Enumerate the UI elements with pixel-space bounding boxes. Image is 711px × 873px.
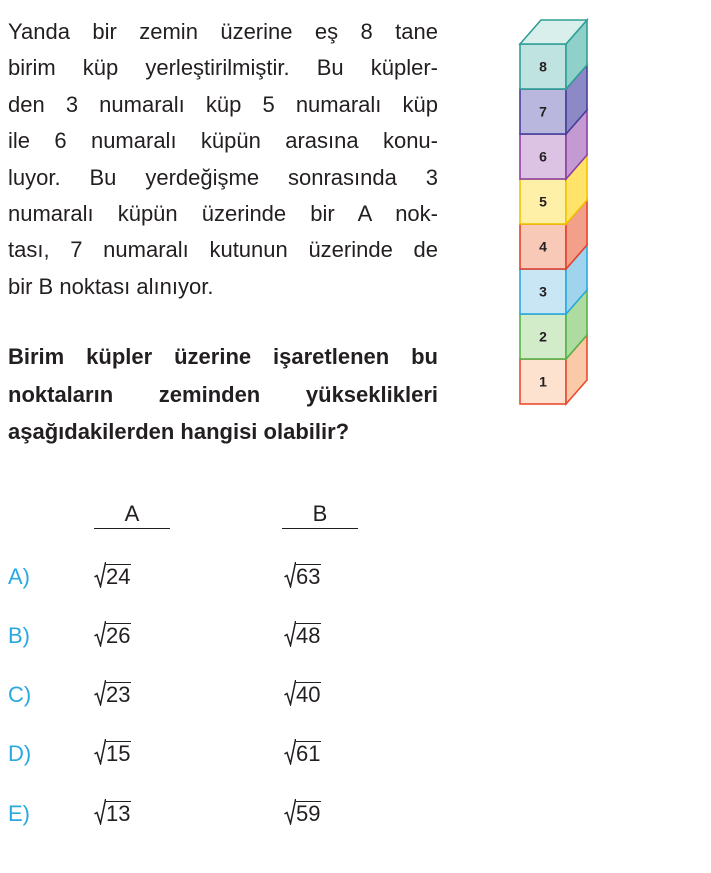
square-root-sign-icon: [94, 680, 106, 706]
paragraph-line: birim küp yerleştirilmiştir. Bu küpler-: [8, 55, 438, 81]
option-value-a: [94, 621, 131, 647]
option-value-a: [94, 562, 131, 588]
square-root-sign-icon: [94, 621, 106, 647]
paragraph-line: bir B noktası alınıyor.: [8, 273, 214, 299]
option-value-a: [94, 680, 131, 706]
option-value-b: [284, 621, 321, 647]
radicand: 59: [296, 801, 321, 826]
radicand: 48: [296, 623, 321, 648]
radicand: 15: [106, 741, 131, 766]
column-header-b: B: [282, 500, 358, 529]
radicand: 61: [296, 741, 321, 766]
square-root-sign-icon: [94, 739, 106, 765]
radicand: 63: [296, 564, 321, 589]
cube-number-label: 5: [539, 193, 547, 210]
option-label[interactable]: D): [8, 741, 32, 766]
paragraph-line: luyor. Bu yerdeğişme sonrasında 3: [8, 164, 438, 190]
option-value-b: [284, 680, 321, 706]
option-value-b: [284, 739, 321, 765]
cube-stack-figure: [510, 18, 600, 410]
option-label[interactable]: E): [8, 801, 30, 826]
cube-number-label: 4: [539, 238, 547, 255]
question-line: noktaların zeminden yükseklikleri: [8, 381, 438, 407]
question-line: Birim küpler üzerine işaretlenen bu: [8, 344, 438, 369]
radicand: 23: [106, 682, 131, 707]
radicand: 13: [106, 801, 131, 826]
square-root-sign-icon: [284, 739, 296, 765]
option-label[interactable]: B): [8, 623, 30, 648]
option-label[interactable]: A): [8, 564, 30, 589]
paragraph-line: ile 6 numaralı küpün arasına konu-: [8, 128, 438, 154]
cube-number-label: 3: [539, 283, 547, 300]
question-line: aşağıdakilerden hangisi olabilir?: [8, 419, 350, 444]
paragraph-line: tası, 7 numaralı kutunun üzerinde de: [8, 237, 438, 263]
paragraph-line: den 3 numaralı küp 5 numaralı küp: [8, 91, 438, 117]
cube-number-label: 2: [539, 328, 547, 345]
paragraph-line: numaralı küpün üzerinde bir A nok-: [8, 201, 438, 227]
square-root-sign-icon: [284, 621, 296, 647]
cube-number-label: 6: [539, 148, 547, 165]
option-value-b: [284, 799, 321, 825]
square-root-sign-icon: [284, 799, 296, 825]
option-value-b: [284, 562, 321, 588]
problem-paragraph: [8, 14, 438, 305]
radicand: 40: [296, 682, 321, 707]
square-root-sign-icon: [94, 562, 106, 588]
option-value-a: [94, 739, 131, 765]
cube-number-label: 7: [539, 103, 547, 120]
column-header-a: A: [94, 500, 170, 529]
option-value-a: [94, 799, 131, 825]
radicand: 26: [106, 623, 131, 648]
question-text: [8, 338, 438, 451]
paragraph-line: Yanda bir zemin üzerine eş 8 tane: [8, 19, 438, 44]
cube-number-label: 8: [539, 58, 547, 75]
cube-number-label: 1: [539, 373, 547, 390]
square-root-sign-icon: [94, 799, 106, 825]
radicand: 24: [106, 564, 131, 589]
option-label[interactable]: C): [8, 682, 32, 707]
square-root-sign-icon: [284, 680, 296, 706]
square-root-sign-icon: [284, 562, 296, 588]
